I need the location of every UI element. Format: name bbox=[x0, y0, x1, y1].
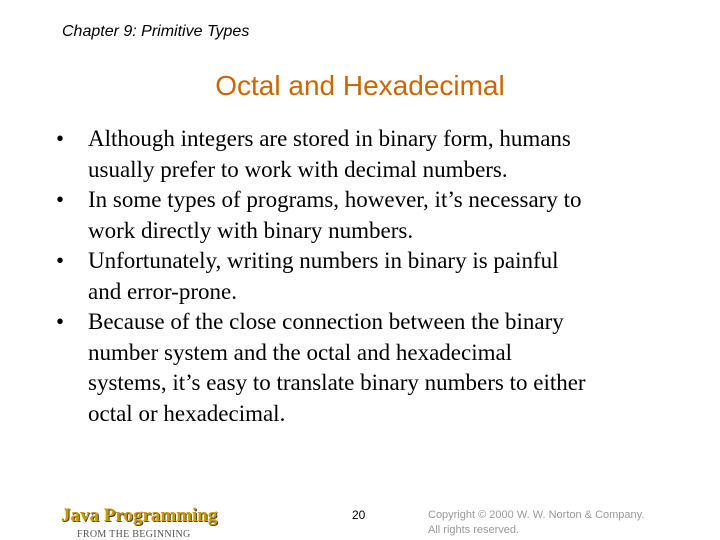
bullet-list bbox=[56, 124, 696, 429]
bullet-line: Although integers are stored in binary form, humans bbox=[88, 126, 571, 151]
brand-subtitle: FROM THE BEGINNING bbox=[77, 529, 191, 540]
bullet-icon: • bbox=[56, 248, 65, 273]
bullet-line: usually prefer to work with decimal numbers. bbox=[88, 156, 508, 182]
bullet-item bbox=[56, 307, 696, 429]
brand-title: Java Programming bbox=[61, 505, 218, 526]
bullet-line: octal or hexadecimal. bbox=[88, 400, 286, 426]
footer-brand-logo bbox=[61, 505, 217, 540]
copyright-notice bbox=[428, 508, 644, 538]
slide-title: Octal and Hexadecimal bbox=[215, 70, 505, 101]
bullet-item bbox=[56, 185, 696, 246]
chapter-header: Chapter 9: Primitive Types bbox=[62, 23, 250, 40]
bullet-icon: • bbox=[56, 187, 65, 212]
copyright-line: All rights reserved. bbox=[428, 524, 520, 536]
bullet-line: In some types of programs, however, it’s necessary to bbox=[88, 187, 582, 212]
bullet-icon: • bbox=[56, 309, 65, 334]
bullet-line: and error-prone. bbox=[88, 278, 237, 304]
bullet-line: Unfortunately, writing numbers in binary is painful bbox=[88, 248, 559, 273]
bullet-line: work directly with binary numbers. bbox=[88, 217, 414, 243]
page-number: 20 bbox=[352, 508, 366, 522]
copyright-line: Copyright © 2000 W. W. Norton & Company. bbox=[428, 509, 645, 521]
bullet-icon: • bbox=[56, 126, 65, 151]
bullet-item bbox=[56, 246, 696, 307]
bullet-item bbox=[56, 124, 696, 185]
bullet-line: systems, it’s easy to translate binary numbers to either bbox=[88, 370, 586, 395]
bullet-line: number system and the octal and hexadecimal bbox=[88, 339, 513, 365]
bullet-line: Because of the close connection between the binary bbox=[88, 309, 564, 334]
